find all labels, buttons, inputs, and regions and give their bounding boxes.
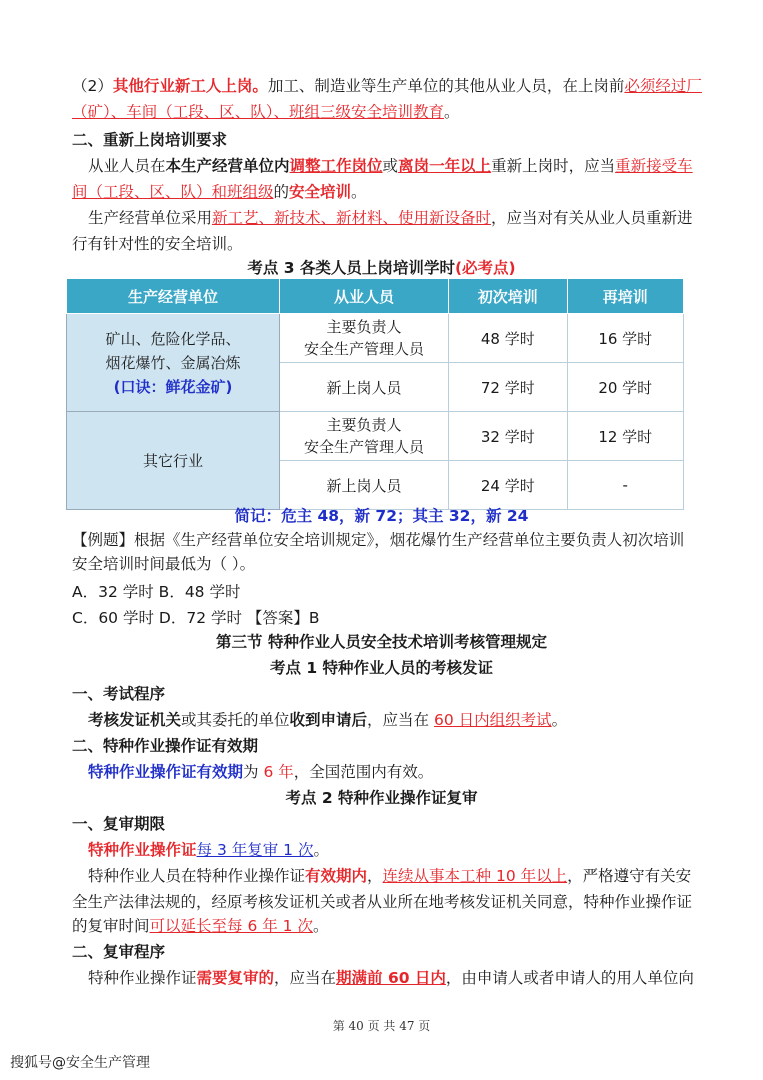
highlight-title: 其他行业新工人上岗。	[112, 77, 268, 95]
heading-exam-procedure: 一、考试程序	[72, 685, 166, 703]
paragraph-exam	[88, 708, 691, 732]
body-text: 。	[551, 711, 568, 729]
paragraph-other-industry-cont	[72, 100, 691, 124]
red-bold-text: 需要复审的	[196, 969, 275, 987]
staff-cell	[279, 412, 448, 461]
table-header-row	[67, 279, 684, 314]
staff-line: 安全生产管理人员	[304, 438, 425, 456]
bold-text: 本生产经营单位内	[165, 157, 290, 175]
paragraph-other-industry	[72, 74, 702, 98]
body-text: ，应当在	[274, 969, 337, 987]
unit-high-risk	[67, 314, 280, 412]
first-training-cell: 24 学时	[449, 461, 567, 510]
header-staff: 从业人员	[279, 279, 448, 314]
unit-other: 其它行业	[67, 412, 280, 510]
body-text: 特种作业操作证	[88, 969, 197, 987]
body-text: 特种作业人员在特种作业操作证	[88, 867, 306, 885]
heading-review-procedure: 二、复审程序	[72, 943, 166, 961]
red-underline-text: 必须经过厂	[624, 77, 702, 95]
mnemonic-text: (口诀：鲜花金矿)	[113, 377, 233, 396]
heading-validity: 二、特种作业操作证有效期	[72, 737, 259, 755]
table-title-main: 考点 3 各类人员上岗培训学时	[247, 259, 455, 277]
body-text: ，应当在	[367, 711, 434, 729]
table-title	[0, 256, 763, 280]
red-bold-text: 特种作业操作证	[88, 841, 197, 859]
retraining-cell: 16 学时	[567, 314, 683, 363]
body-text: ，严格遵守有关安	[567, 867, 692, 885]
first-training-cell: 48 学时	[449, 314, 567, 363]
list-prefix: （2）	[72, 77, 113, 95]
source-watermark: 搜狐号@安全生产管理	[10, 1055, 150, 1071]
red-underline-text: 60 日内组织考试	[433, 711, 552, 729]
paragraph-new-tech-cont: 行有针对性的安全培训。	[72, 235, 243, 253]
body-text: 或其委托的单位	[181, 711, 290, 729]
table-row	[67, 412, 684, 461]
key-point-title: 考点 1 特种作业人员的考核发证	[269, 659, 494, 677]
section-title: 第三节 特种作业人员安全技术培训考核管理规定	[216, 633, 547, 651]
staff-cell	[279, 314, 448, 363]
paragraph-validity	[88, 760, 691, 784]
red-underline-text: 间（工段、区、队）和班组级	[72, 183, 274, 201]
body-text: 生产经营单位采用	[88, 209, 213, 227]
section-heading-rejoin: 二、重新上岗培训要求	[72, 131, 228, 149]
red-bold-text: 安全培训	[289, 183, 352, 201]
body-text: 或	[382, 157, 399, 175]
body-text: 的	[273, 183, 290, 201]
example-options-cd: C．60 学时 D．72 学时 【答案】B	[72, 609, 320, 627]
red-bold-text: 调整工作岗位	[289, 157, 383, 175]
red-bold-text: 期满前 60 日内	[336, 969, 446, 987]
staff-cell: 新上岗人员	[279, 363, 448, 412]
table-title-tag: (必考点)	[454, 259, 516, 277]
red-underline-text: 连续从事本工种 10 年以上	[382, 867, 568, 885]
body-text: 为	[243, 763, 264, 781]
unit-line: 矿山、危险化学品、	[105, 329, 241, 348]
header-unit: 生产经营单位	[67, 279, 280, 314]
summary-mnemonic: 简记：危主 48，新 72；其主 32，新 24	[234, 507, 529, 525]
retraining-cell: 12 学时	[567, 412, 683, 461]
paragraph-review-procedure	[88, 966, 694, 990]
paragraph-rejoin-cont	[72, 180, 691, 204]
header-retraining: 再培训	[567, 279, 683, 314]
heading-review-period: 一、复审期限	[72, 815, 166, 833]
staff-cell: 新上岗人员	[279, 461, 448, 510]
body-text: ，全国范围内有效。	[293, 763, 434, 781]
body-text: 。	[444, 103, 460, 121]
bold-text: 考核发证机关	[88, 711, 182, 729]
paragraph-rejoin	[88, 154, 691, 178]
body-text: 重新上岗时，应当	[491, 157, 616, 175]
body-text: 。	[313, 841, 329, 859]
example-question: 【例题】根据《生产经营单位安全培训规定》，烟花爆竹生产经营单位主要负责人初次培训	[72, 531, 685, 549]
red-underline-text: （矿）、车间（工段、区、队）、班组三级安全培训教育	[72, 103, 445, 121]
retraining-cell: -	[567, 461, 683, 510]
red-text: 6 年	[263, 763, 294, 781]
header-first-training: 初次培训	[449, 279, 567, 314]
body-text: 。	[351, 183, 367, 201]
staff-line: 主要负责人	[326, 416, 402, 434]
key-point-title: 考点 2 特种作业操作证复审	[285, 789, 478, 807]
retraining-cell: 20 学时	[567, 363, 683, 412]
body-text: 的复审时间	[72, 917, 150, 935]
body-text: ，应当对有关从业人员重新进	[491, 209, 693, 227]
red-underline-text: 新工艺、新技术、新材料、使用新设备时	[212, 209, 492, 227]
paragraph-new-tech	[88, 206, 691, 230]
body-text: 加工、制造业等生产单位的其他从业人员，在上岗前	[267, 77, 625, 95]
page-number-footer: 第 40 页 共 47 页	[332, 1019, 431, 1033]
red-bold-text: 有效期内	[305, 867, 368, 885]
first-training-cell: 32 学时	[449, 412, 567, 461]
body-text: 从业人员在	[88, 157, 166, 175]
paragraph-review-extension	[88, 864, 691, 888]
bold-text: 收到申请后	[289, 711, 368, 729]
paragraph-review-extension-cont: 全生产法律法规的，经原考核发证机关或者从业所在地考核发证机关同意，特种作业操作证	[72, 893, 693, 911]
red-underline-text: 可以延长至每 6 年 1 次	[149, 917, 313, 935]
training-hours-table	[66, 278, 684, 510]
staff-line: 安全生产管理人员	[304, 340, 425, 358]
paragraph-review-period	[88, 838, 691, 862]
staff-line: 主要负责人	[326, 318, 402, 336]
example-question-cont: 安全培训时间最低为（ ）。	[72, 555, 256, 573]
body-text: 。	[312, 917, 329, 935]
blue-underline-text: 每 3 年复审 1 次	[196, 841, 314, 859]
example-options-ab: A．32 学时 B．48 学时	[72, 583, 241, 601]
body-text: ，由申请人或者申请人的用人单位向	[445, 969, 694, 987]
blue-bold-text: 特种作业操作证有效期	[88, 763, 244, 781]
body-text: ，	[367, 867, 383, 885]
paragraph-review-extension-end	[72, 914, 691, 938]
unit-line: 烟花爆竹、金属冶炼	[105, 353, 241, 372]
red-underline-text: 重新接受车	[615, 157, 693, 175]
first-training-cell: 72 学时	[449, 363, 567, 412]
table-row	[67, 314, 684, 363]
red-bold-text: 离岗一年以上	[398, 157, 492, 175]
